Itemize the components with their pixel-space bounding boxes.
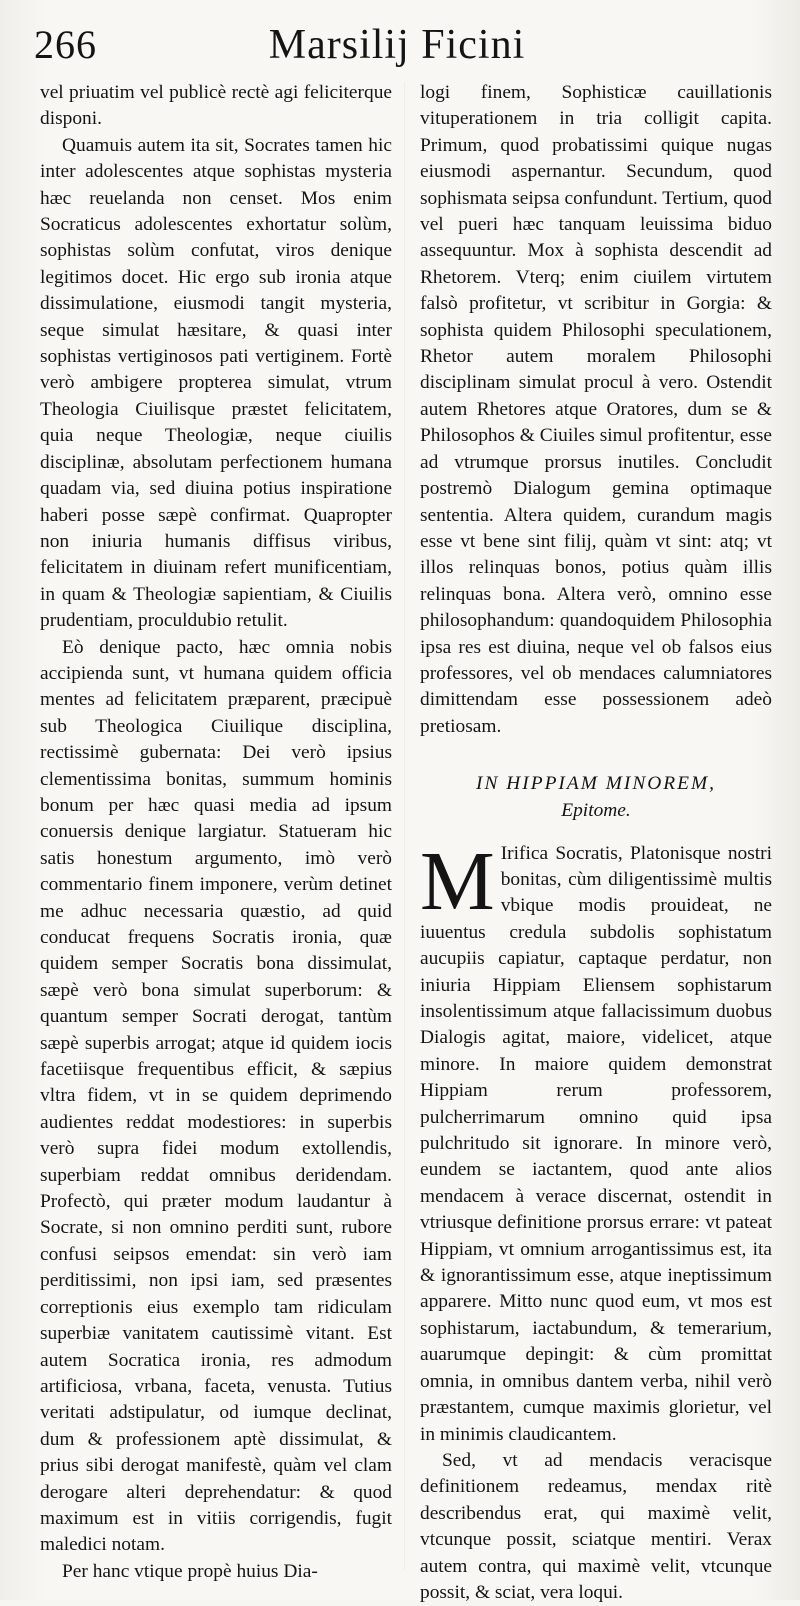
- paragraph: Sed, vt ad mendacis veracisque definitionem redeamus, mendax ritè describendus erat, qui maximè velit, vtcunque possit, sciatque mentiri. Verax autem contra, qui maximè velit, vtcunque possit, & sciat, vera loqui.: [420, 1449, 772, 1603]
- page-header: [34, 18, 760, 72]
- paragraph: Quamuis autem ita sit, Socrates tamen hic inter adolescentes atque sophistas mysteria hæc reuelanda non censet. Mos enim Socraticus adolescentes exhortatur solùm, sophistas solùm confutat, viros denique legitimos docet. Hic ergo sub ironia atque dissimulatione, eiusmodi tangit mysteria, seque simulat hæsitare, & quasi inter sophistas vertiginosos pati vertiginem. Fortè verò ambigere propterea simulat, vtrum Theologia Ciuilisque præstet felicitatem, quia neque Theologiæ, neque ciuilis disciplinæ, absolutam perfectionem humana quadam via, sed diuina potius inspiratione haberi posse sæpè confirmat. Quapropter non iniuria humanis diffisus viribus, felicitatem in diuinam refert munificentiam, in quam & Theologiæ sapientiam, & Ciuilis prudentiam, proculdubio retulit.: [40, 134, 392, 632]
- paragraph: Eò denique pacto, hæc omnia nobis accipienda sunt, vt humana quidem officia mentes ad felicitatem præparent, præcipuè sub Theologica Ciuilique disciplina, rectissimè gubernata: Dei verò ipsius clementissima bonitas, summum hominis bonum per hæc quasi media ad ipsum conuersis denique largiatur. Statueram hic satis honestum argumento, imò verò commentario finem imponere, verùm detinet me adhuc necessaria quæstio, ad quid conducat frequens Socratis ironia, quæ quidem semper Socratis bona dissimulat, sæpè verò bona simulat superborum: & quantum semper Socrati derogat, tantùm sæpè superbis arrogat; atque id quidem iocis facetiisque frequentibus efficit, & sæpius vltra fidem, vt in se quidem deprimendo audientes reddat modestiores: in superbis verò supra fidei modum extollendis, superbiam reddat omnibus deridendam. Profectò, qui præter modum laudantur à Socrate, si non omnino perditi sunt, rubore confusi seipsos emendat: sin verò iam perditissimi, non ipsi iam, sed præsentes correptionis eius exemplo tam ridiculam superbiæ vanitatem cautissimè vitant. Est autem Socratica ironia, res admodum artificiosa, vrbana, faceta, venusta. Tutius veritati adstipulatur, od iumque declinat, dum & professionem aptè dissimulat, & prius sibi derogat manifestè, quàm vel clam derogare alteri deprehendatur: & quod maximum est in vitiis corrigendis, fugit maledici notam.: [40, 636, 392, 1556]
- paragraph-with-dropcap: [420, 834, 772, 1448]
- column-gutter: [404, 82, 405, 1570]
- right-column: [420, 80, 772, 1606]
- drop-cap: M: [420, 834, 495, 928]
- section-heading: IN HIPPIAM MINOREM,: [476, 773, 716, 795]
- running-head: Marsilij Ficini: [268, 22, 526, 68]
- paragraph: vel priuatim vel publicè rectè agi feliciterque disponi.: [40, 82, 392, 130]
- paragraph-text: Irifica Socratis, Platonisque nostri bonitas, cùm diligentissimè multis vbique modis prouideat, ne iuuentus credula subdolis sophistatum aucupiis capiatur, captaque perdatur, non iniuria Hippiam Eliensem sophistarum insolentissimum atque fallacissimum duobus Dialogis agitat, maiore, videlicet, atque minore. In maiore quidem demonstrat Hippiam rerum professorem, pulcherrimarum omnino quid ipsa pulchritudo sit ignorare. In minore verò, eundem se iactantem, quod ante alios mendacem à verace discernat, ostendit in vtriusque definitione prorsus errare: vt pateat Hippiam, vt omnium arrogantissimus est, ita & ignorantissimum esse, atque ineptissimum apparere. Mitto nunc quod eum, vt mos est sophistarum, iactabundum, & temerarium, auarumque depingit: & cùm promittat omnia, in omnibus dantem verba, nihil verò præstantem, cumque maximis glorietur, vel in minimis claudicantem.: [420, 842, 772, 1445]
- left-column: [40, 80, 392, 1585]
- page-number: 266: [34, 22, 97, 67]
- paragraph: logi finem, Sophisticæ cauillationis vituperationem in tria colligit capita. Primum, quod probatissimi quique nugas eiusmodi aspernantur. Secundum, quod sophismata seipsa confundunt. Tertium, quod vel pueri hæc tanquam leuissima biduo assequuntur. Mox à sophista descendit ad Rhetorem. Vterq; enim ciuilem virtutem falsò profitetur, vt scribitur in Gorgia: & sophista quidem Philosophi speculationem, Rhetor autem moralem Philosophi disciplinam simulat procul à vero. Ostendit autem Rhetores atque Oratores, dum se & Philosophos & Ciuiles simul profitentur, esse ad vtrumque prorsus inutiles. Concludit postremò Dialogum gemina optimaque sententia. Altera quidem, curandum magis esse vt bene sint filij, quàm vt sint: atq; vt illos relinquas bonos, potius quàm illis relinquas bona. Altera verò, omnino esse philosophandum: quandoquidem Philosophia ipsa res est diuina, neque vel ob falsos eius professores, vel ob mendaces calumniatores dimittendam esse possessionem adeò pretiosam.: [420, 82, 772, 737]
- section-subheading: Epitome.: [561, 800, 631, 822]
- paragraph: Per hanc vtique propè huius Dia-: [62, 1560, 318, 1582]
